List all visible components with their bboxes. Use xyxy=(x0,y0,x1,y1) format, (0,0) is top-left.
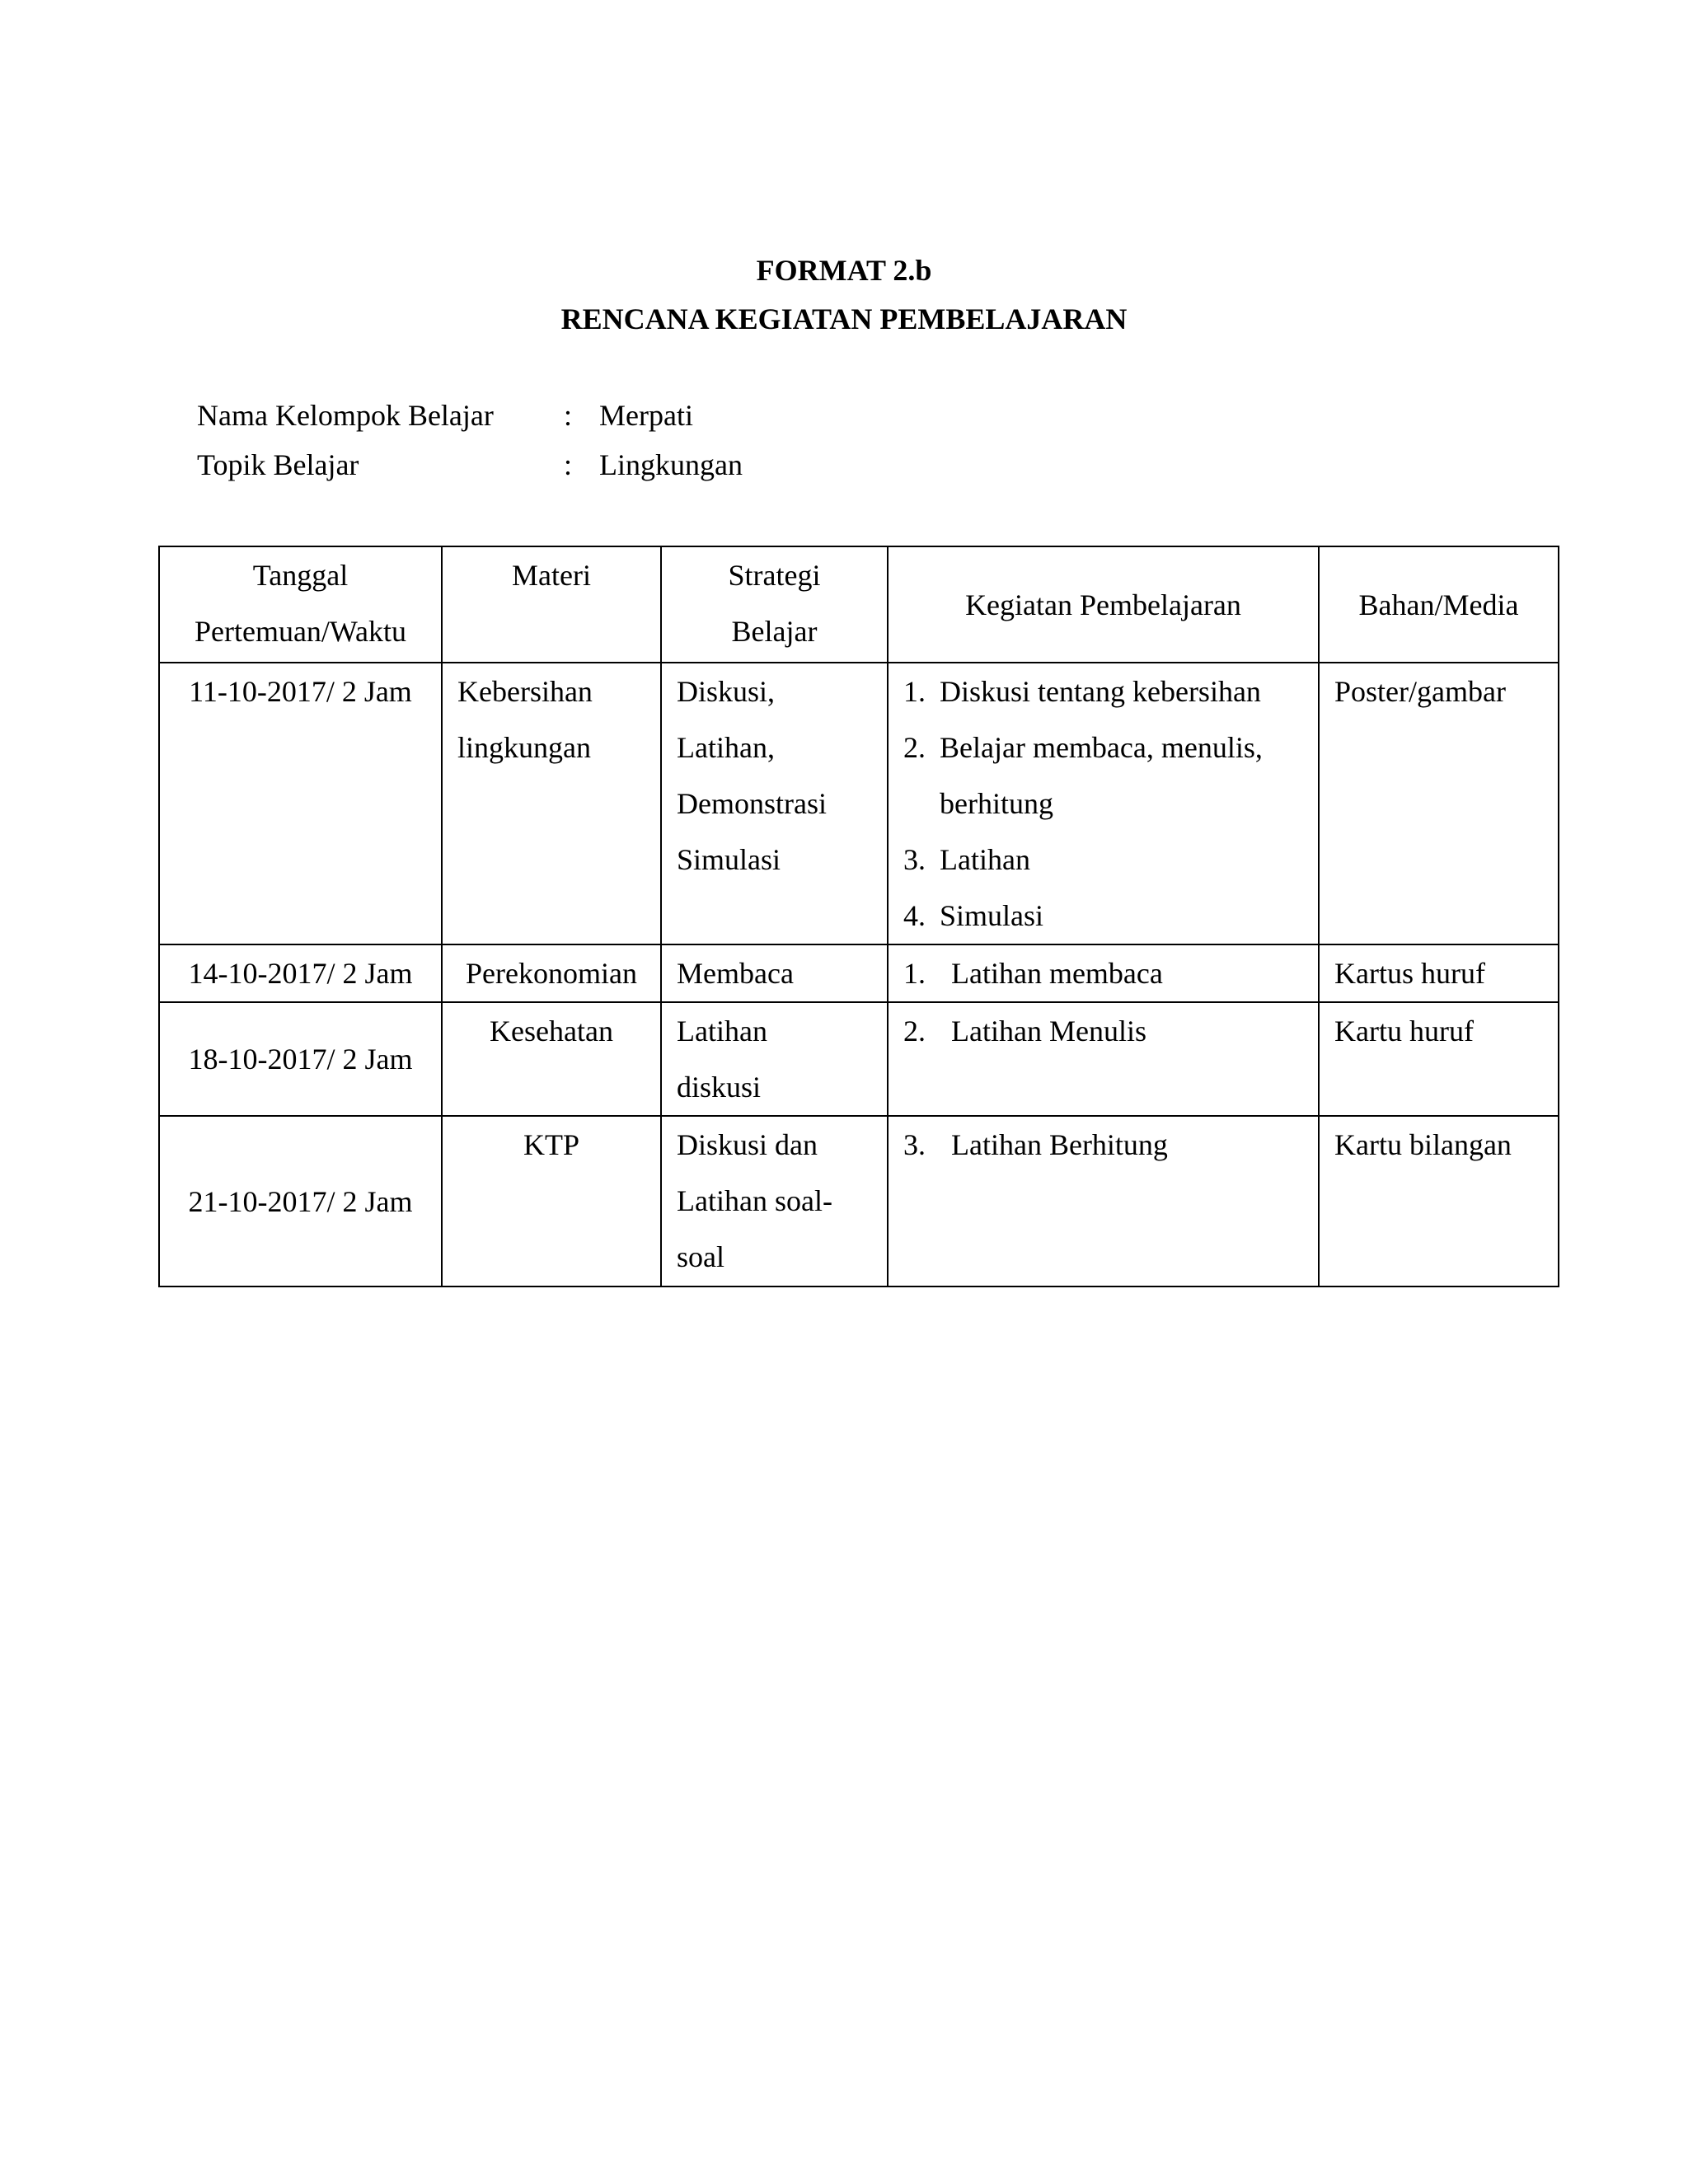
list-text: berhitung xyxy=(940,787,1053,820)
list-text: Latihan membaca xyxy=(951,957,1163,990)
list-number: 2. xyxy=(903,1015,926,1047)
meta-value: Merpati xyxy=(599,399,693,432)
list-text: Simulasi xyxy=(940,899,1044,932)
list-text: Belajar membaca, menulis, xyxy=(940,731,1263,764)
cell-bahan: Kartu huruf xyxy=(1319,1002,1559,1116)
cell-strategi xyxy=(661,1116,888,1286)
header-bahan xyxy=(1319,546,1559,663)
activity-list xyxy=(903,1003,1303,1059)
cell-line: Kesehatan xyxy=(490,1015,613,1047)
list-text: Latihan Menulis xyxy=(951,1015,1146,1047)
activity-list xyxy=(903,663,1303,944)
table-row xyxy=(159,663,1559,944)
list-text: Latihan Berhitung xyxy=(951,1128,1168,1161)
list-item xyxy=(903,1003,1303,1059)
header-kegiatan xyxy=(888,546,1319,663)
meta-value: Lingkungan xyxy=(599,448,743,481)
cell-kegiatan xyxy=(888,944,1319,1002)
cell-line: Demonstrasi xyxy=(677,787,827,820)
cell-date: 11-10-2017/ 2 Jam xyxy=(159,663,442,944)
document-subtitle: RENCANA KEGIATAN PEMBELAJARAN xyxy=(560,302,1128,335)
list-number: 3. xyxy=(903,843,926,876)
cell-materi xyxy=(442,1002,661,1116)
meta-colon: : xyxy=(564,399,573,432)
cell-line: Diskusi dan xyxy=(677,1128,818,1161)
list-text: Diskusi tentang kebersihan xyxy=(940,675,1261,708)
meta-row-group-name xyxy=(197,399,1021,432)
list-number: 4. xyxy=(903,899,926,932)
cell-date: 18-10-2017/ 2 Jam xyxy=(159,1002,442,1116)
document-title: FORMAT 2.b xyxy=(756,254,932,287)
meta-colon: : xyxy=(564,448,573,481)
header-line: Pertemuan/Waktu xyxy=(194,615,407,648)
header-materi xyxy=(442,546,661,663)
cell-bahan: Kartu bilangan xyxy=(1319,1116,1559,1286)
header-line: Kegiatan Pembelajaran xyxy=(965,588,1241,621)
header-strategi xyxy=(661,546,888,663)
meta-label: Nama Kelompok Belajar xyxy=(197,399,494,432)
cell-line: Perekonomian xyxy=(466,957,637,990)
cell-line: Kebersihan xyxy=(457,675,593,708)
list-number: 1. xyxy=(903,675,926,708)
cell-line: soal xyxy=(677,1240,724,1273)
cell-kegiatan xyxy=(888,1002,1319,1116)
cell-line: Simulasi xyxy=(677,843,781,876)
cell-strategi xyxy=(661,663,888,944)
cell-line: Diskusi, xyxy=(677,675,776,708)
header-date xyxy=(159,546,442,663)
learning-plan-table xyxy=(158,546,1559,1287)
header-line: Strategi xyxy=(728,559,821,592)
cell-line: Latihan, xyxy=(677,731,775,764)
list-text: Latihan xyxy=(940,843,1030,876)
activity-list xyxy=(903,1117,1303,1173)
list-item xyxy=(903,832,1303,888)
list-item xyxy=(903,719,1303,832)
meta-row-topic xyxy=(197,448,1021,481)
cell-line: KTP xyxy=(523,1128,579,1161)
cell-strategi xyxy=(661,1002,888,1116)
cell-materi xyxy=(442,1116,661,1286)
header-line: Belajar xyxy=(731,615,818,648)
cell-materi xyxy=(442,663,661,944)
cell-line: lingkungan xyxy=(457,731,591,764)
cell-date: 21-10-2017/ 2 Jam xyxy=(159,1116,442,1286)
cell-strategi xyxy=(661,944,888,1002)
header-line: Materi xyxy=(512,559,591,592)
list-number: 2. xyxy=(903,731,926,764)
cell-bahan: Kartus huruf xyxy=(1319,944,1559,1002)
list-item xyxy=(903,663,1303,719)
list-item xyxy=(903,888,1303,944)
table-row xyxy=(159,944,1559,1002)
table-header-row xyxy=(159,546,1559,663)
header-line: Tanggal xyxy=(252,559,349,592)
table-row xyxy=(159,1002,1559,1116)
cell-line: diskusi xyxy=(677,1071,762,1104)
cell-bahan: Poster/gambar xyxy=(1319,663,1559,944)
activity-list xyxy=(903,945,1303,1001)
cell-materi xyxy=(442,944,661,1002)
list-number: 1. xyxy=(903,957,926,990)
cell-kegiatan xyxy=(888,1116,1319,1286)
cell-line: Latihan xyxy=(677,1015,767,1047)
cell-date: 14-10-2017/ 2 Jam xyxy=(159,944,442,1002)
cell-line: Latihan soal- xyxy=(677,1184,832,1217)
meta-label: Topik Belajar xyxy=(197,448,359,481)
cell-kegiatan xyxy=(888,663,1319,944)
cell-line: Membaca xyxy=(677,957,794,990)
table-row xyxy=(159,1116,1559,1286)
list-item xyxy=(903,1117,1303,1173)
list-item xyxy=(903,945,1303,1001)
list-number: 3. xyxy=(903,1128,926,1161)
header-line: Bahan/Media xyxy=(1358,588,1519,621)
